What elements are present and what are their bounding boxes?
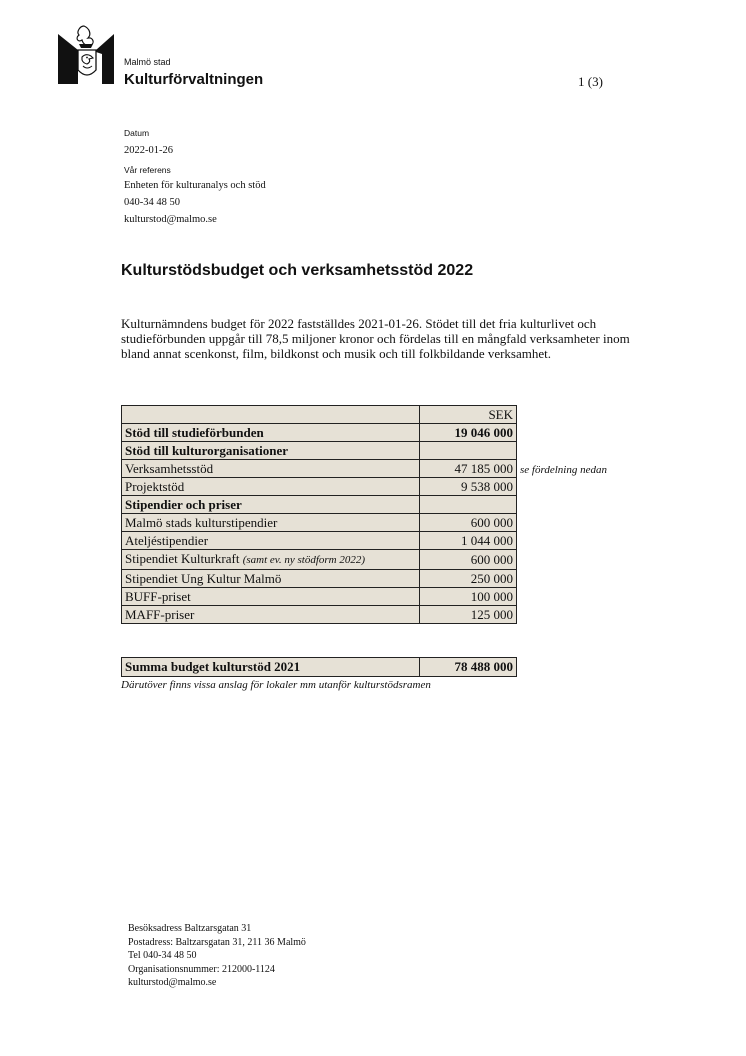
row-label: Ateljéstipendier [122, 532, 420, 550]
reference-phone: 040-34 48 50 [124, 197, 180, 208]
row-label: Malmö stads kulturstipendier [122, 514, 420, 532]
reference-unit: Enheten för kulturanalys och stöd [124, 180, 266, 191]
footer-email: kulturstod@malmo.se [128, 977, 217, 988]
row-value: 1 044 000 [420, 532, 517, 550]
date-label: Datum [124, 128, 150, 138]
row-label: MAFF-priser [122, 606, 420, 624]
row-label-text: Stipendiet Kulturkraft [125, 551, 240, 566]
table-row [122, 496, 517, 514]
intro-paragraph: Kulturnämndens budget för 2022 fastställdes 2021-01-26. Stödet till det fria kulturlivet och studieförbunden uppgår till 78,5 miljoner kronor och fördelas till en mångfald verksamheter inom bland annat scenkonst, film, bildkonst och musik och till folkbildande verksamhet. [121, 316, 630, 361]
summary-label: Summa budget kulturstöd 2021 [122, 658, 420, 677]
row-value: 100 000 [420, 588, 517, 606]
row-value [420, 496, 517, 514]
footer-visit-address: Besöksadress Baltzarsgatan 31 [128, 923, 252, 934]
org-name: Kulturförvaltningen [124, 71, 264, 88]
malmo-coat-of-arms-logo [58, 24, 114, 86]
table-row [122, 478, 517, 496]
table-row [122, 606, 517, 624]
row-label [122, 550, 420, 570]
row-label-note: (samt ev. ny stödform 2022) [242, 554, 366, 566]
row-value: 125 000 [420, 606, 517, 624]
row-label: Stipendier och priser [122, 496, 420, 514]
reference-email: kulturstod@malmo.se [124, 214, 217, 225]
row-label: Stöd till kulturorganisationer [122, 442, 420, 460]
row-value: 19 046 000 [420, 424, 517, 442]
page-number: 1 (3) [578, 74, 603, 89]
document-heading: Kulturstödsbudget och verksamhetsstöd 2022 [121, 262, 474, 279]
row-label: Verksamhetsstöd [122, 460, 420, 478]
reference-label: Vår referens [124, 165, 171, 175]
row-label: Stöd till studieförbunden [122, 424, 420, 442]
budget-table [121, 405, 517, 624]
header-label-cell [122, 406, 420, 424]
summary-table [121, 657, 517, 677]
row-value: 600 000 [420, 550, 517, 570]
row-value [420, 442, 517, 460]
row-value: 9 538 000 [420, 478, 517, 496]
allocation-side-note: se fördelning nedan [520, 464, 607, 476]
footer-phone: Tel 040-34 48 50 [128, 950, 197, 961]
footer-org-number: Organisationsnummer: 212000-1124 [128, 963, 275, 975]
header-currency-cell: SEK [420, 406, 517, 424]
table-row [122, 588, 517, 606]
footer-postal-address: Postadress: Baltzarsgatan 31, 211 36 Malmö [128, 936, 306, 948]
row-label: BUFF-priset [122, 588, 420, 606]
row-value: 250 000 [420, 570, 517, 588]
row-label: Stipendiet Ung Kultur Malmö [122, 570, 420, 588]
table-row [122, 424, 517, 442]
summary-row [122, 658, 517, 677]
table-row [122, 550, 517, 570]
org-parent: Malmö stad [124, 57, 171, 67]
summary-value: 78 488 000 [420, 658, 517, 677]
table-row [122, 514, 517, 532]
table-row [122, 460, 517, 478]
footer-address [128, 922, 306, 990]
table-row [122, 442, 517, 460]
summary-note: Därutöver finns vissa anslag för lokaler mm utanför kulturstödsramen [121, 679, 431, 691]
date-value: 2022-01-26 [124, 145, 173, 156]
table-header-row [122, 406, 517, 424]
row-value: 600 000 [420, 514, 517, 532]
row-label: Projektstöd [122, 478, 420, 496]
row-value: 47 185 000 [420, 460, 517, 478]
table-row [122, 532, 517, 550]
table-row [122, 570, 517, 588]
